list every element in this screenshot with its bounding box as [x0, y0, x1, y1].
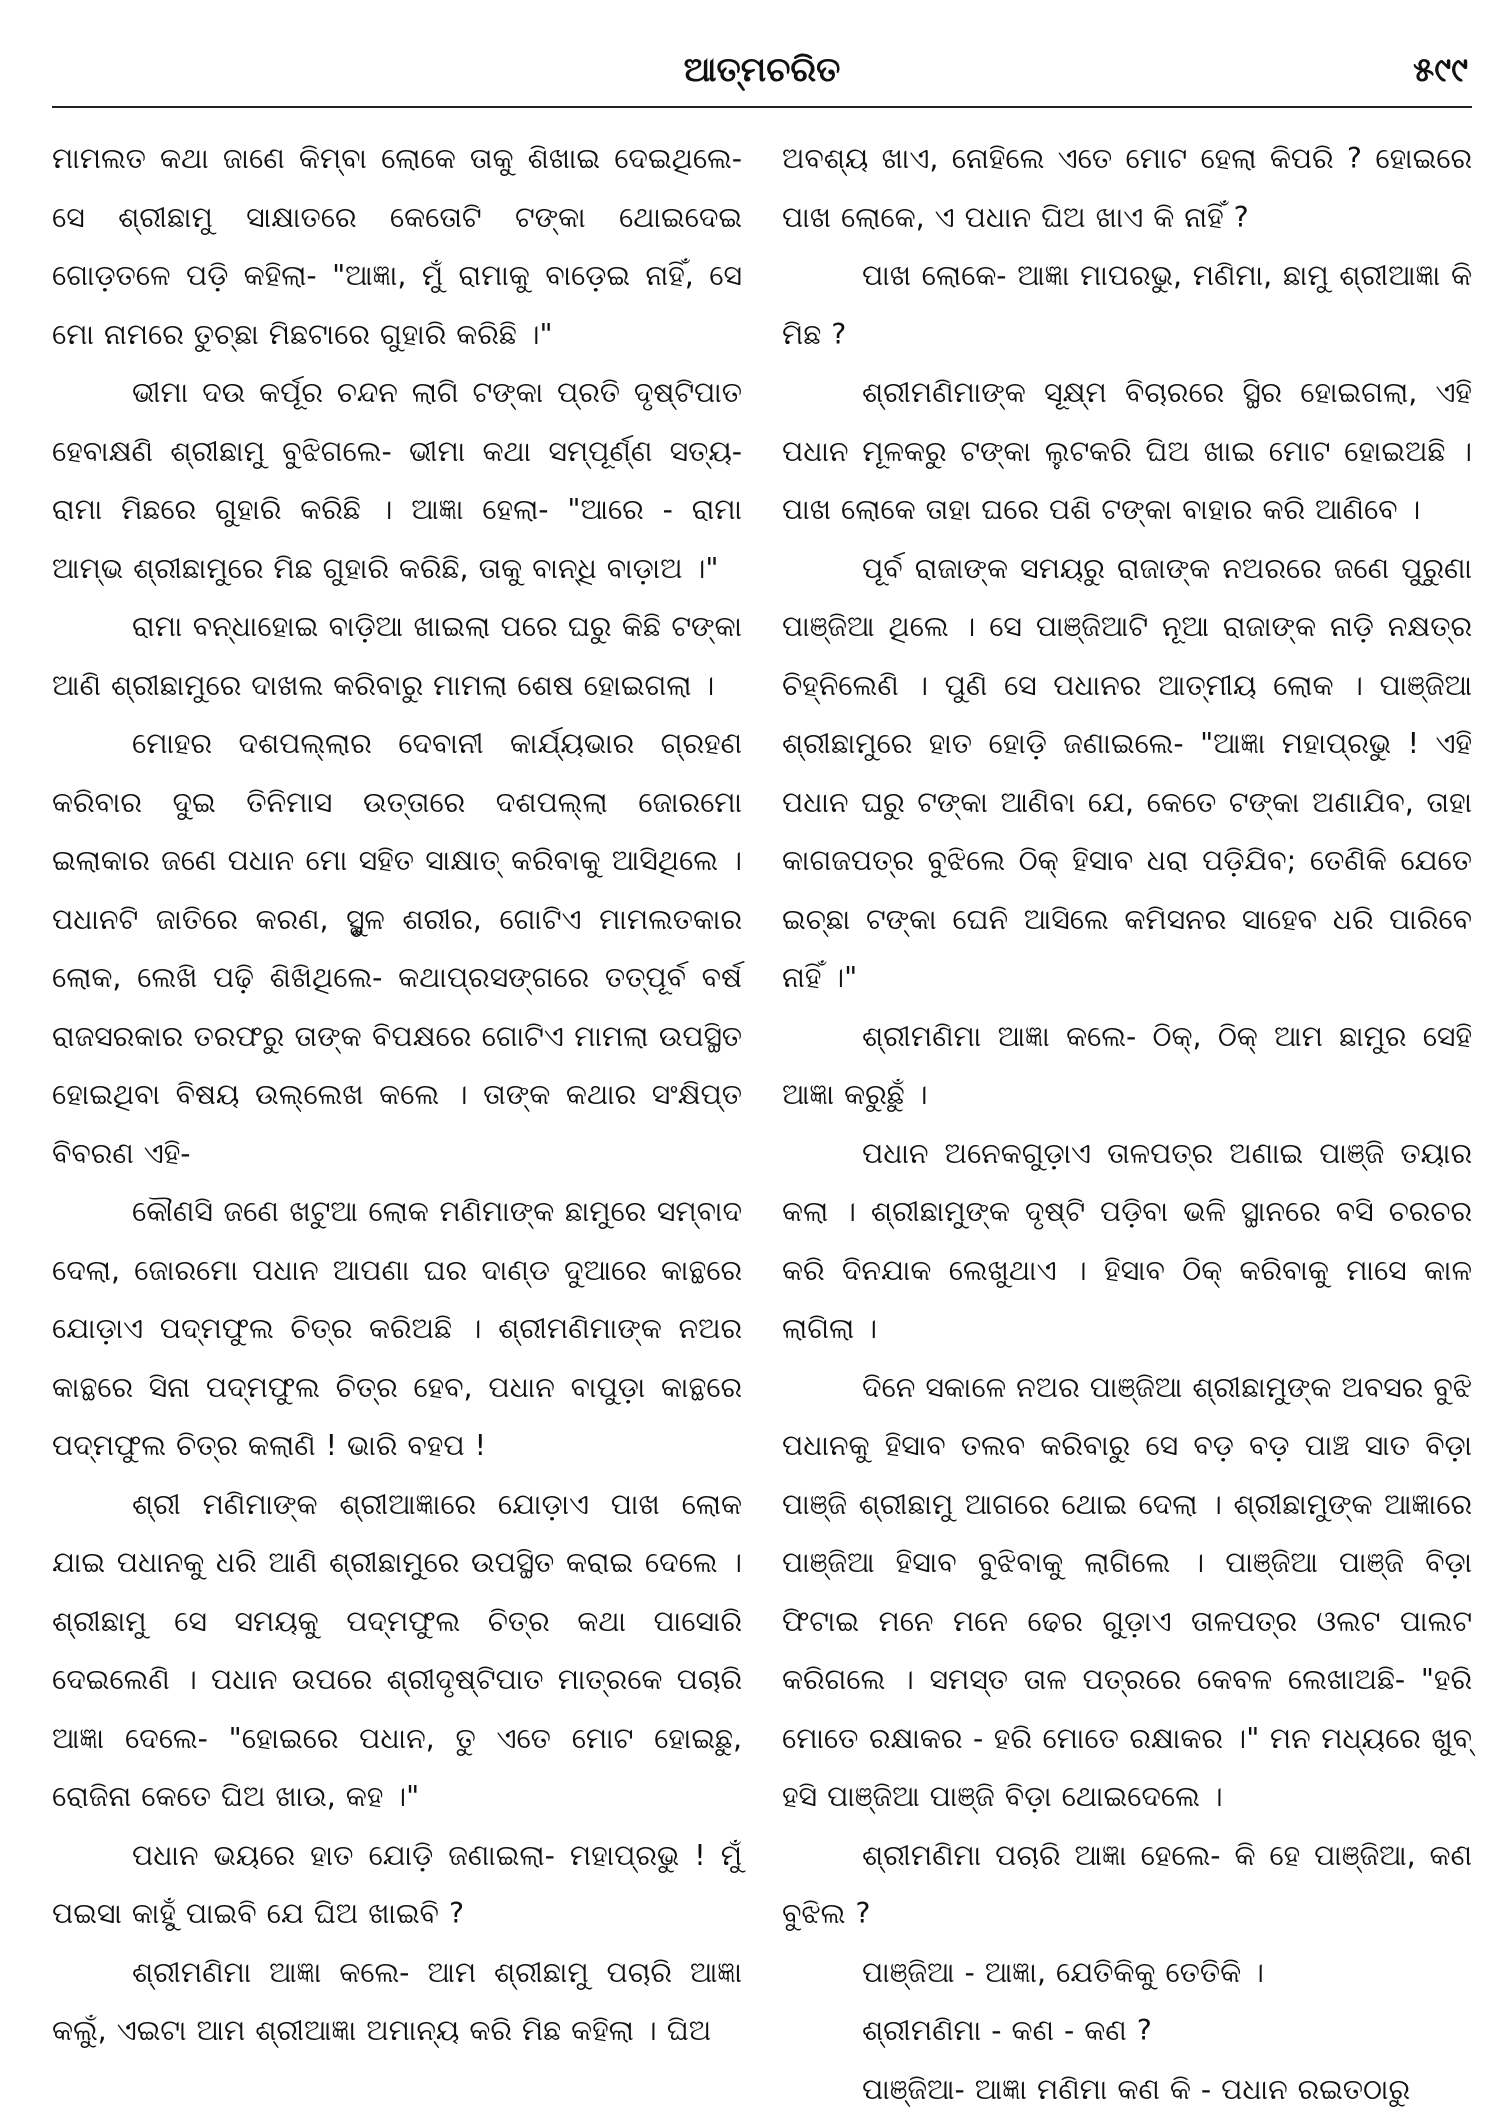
paragraph: ଶ୍ରୀମଣିମା ପଚାରି ଆଜ୍ଞା ହେଲେ- କି ହେ ପାଞ୍ଜିଆ, କଣ ବୁଝିଲ ? — [782, 1827, 1472, 1944]
paragraph: ପାଞ୍ଜିଆ - ଆଜ୍ଞା, ଯେତିକିକୁ ତେତିକି । — [782, 1944, 1472, 2003]
paragraph: ଶ୍ରୀମଣିମାଙ୍କ ସୂକ୍ଷ୍ମ ବିଚାରରେ ସ୍ଥିର ହୋଇଗଲା, ଏହି ପଧାନ ମୂଳକରୁ ଟଙ୍କା ଲୁଟକରି ଘିଅ ଖାଇ ମୋଟ ହୋଇଅଛି । ପାଖ ଲୋକେ ତାହା ଘରେ ପଶି ଟଙ୍କା ବାହାର କରି ଆଣିବେ । — [782, 364, 1472, 540]
paragraph: ଶ୍ରୀମଣିମା ଆଜ୍ଞା କଲେ- ଠିକ୍, ଠିକ୍ ଆମ ଛାମୁର ସେହି ଆଜ୍ଞା କରୁଛୁଁ । — [782, 1008, 1472, 1125]
left-column — [52, 130, 742, 1980]
paragraph: ପାଖ ଲୋକେ- ଆଜ୍ଞା ମାପରଭୁ, ମଣିମା, ଛାମୁ ଶ୍ରୀଆଜ୍ଞା କି ମିଛ ? — [782, 247, 1472, 364]
paragraph: ରାମା ବନ୍ଧାହୋଇ ବାଡ଼ିଆ ଖାଇଲା ପରେ ଘରୁ କିଛି ଟଙ୍କା ଆଣି ଶ୍ରୀଛାମୁରେ ଦାଖଲ କରିବାରୁ ମାମଲା ଶେଷ ହୋଇଗଲା । — [52, 598, 742, 715]
paragraph: ପଧାନ ଅନେକଗୁଡ଼ାଏ ତାଳପତ୍ର ଅଣାଇ ପାଞ୍ଜି ତୟାର କଲା । ଶ୍ରୀଛାମୁଙ୍କ ଦୃଷ୍ଟି ପଡ଼ିବା ଭଳି ସ୍ଥାନରେ ବସି ଚରଚର କରି ଦିନଯାକ ଲେଖୁଥାଏ । ହିସାବ ଠିକ୍ କରିବାକୁ ମାସେ କାଳ ଲାଗିଲା । — [782, 1125, 1472, 1359]
paragraph: ଶ୍ରୀମଣିମା - କଣ - କଣ ? — [782, 2002, 1472, 2061]
header-rule — [52, 106, 1472, 108]
paragraph: ମାମଲତ କଥା ଜାଣେ କିମ୍ବା ଲୋକେ ତାକୁ ଶିଖାଇ ଦେଇଥିଲେ- ସେ ଶ୍ରୀଛାମୁ ସାକ୍ଷାତରେ କେତୋଟି ଟଙ୍କା ଥୋଇଦେଇ ଗୋଡ଼ତଳେ ପଡ଼ି କହିଲା- "ଆଜ୍ଞା, ମୁଁ ରାମାକୁ ବାଡ଼େଇ ନାହିଁ, ସେ ମୋ ନାମରେ ତୁଚ୍ଛା ମିଛଟାରେ ଗୁହାରି କରିଛି ।" — [52, 130, 742, 364]
paragraph: ପଧାନ ଭୟରେ ହାତ ଯୋଡ଼ି ଜଣାଇଲା- ମହାପ୍ରଭୁ ! ମୁଁ ପଇସା କାହୁଁ ପାଇବି ଯେ ଘିଅ ଖାଇବି ? — [52, 1827, 742, 1944]
paragraph: ପାଞ୍ଜିଆ- ଆଜ୍ଞା ମଣିମା କଣ କି - ପଧାନ ରଇତଠାରୁ — [782, 2061, 1472, 2119]
paragraph: ଭୀମା ଦଉ କର୍ପୂର ଚନ୍ଦନ ଲାଗି ଟଙ୍କା ପ୍ରତି ଦୃଷ୍ଟିପାତ ହେବାକ୍ଷଣି ଶ୍ରୀଛାମୁ ବୁଝିଗଲେ- ଭୀମା କଥା ସମ୍ପୂର୍ଣ୍ଣ ସତ୍ୟ- ରାମା ମିଛରେ ଗୁହାରି କରିଛି । ଆଜ୍ଞା ହେଲା- "ଆରେ - ରାମା ଆମ୍ଭ ଶ୍ରୀଛାମୁରେ ମିଛ ଗୁହାରି କରିଛି, ତାକୁ ବାନ୍ଧି ବାଡ଼ାଅ ।" — [52, 364, 742, 598]
paragraph: ଅବଶ୍ୟ ଖାଏ, ନୋହିଲେ ଏତେ ମୋଟ ହେଲା କିପରି ? ହୋଇରେ ପାଖ ଲୋକେ, ଏ ପଧାନ ଘିଅ ଖାଏ କି ନାହିଁ ? — [782, 130, 1472, 247]
paragraph: ଶ୍ରୀମଣିମା ଆଜ୍ଞା କଲେ- ଆମ ଶ୍ରୀଛାମୁ ପଚାରି ଆଜ୍ଞା କଲୁଁ, ଏଇଟା ଆମ ଶ୍ରୀଆଜ୍ଞା ଅମାନ୍ୟ କରି ମିଛ କହିଲା । ଘିଅ — [52, 1944, 742, 2061]
paragraph: କୌଣସି ଜଣେ ଖଟୁଆ ଲୋକ ମଣିମାଙ୍କ ଛାମୁରେ ସମ୍ବାଦ ଦେଲା, ଜୋରମୋ ପଧାନ ଆପଣା ଘର ଦାଣ୍ଡ ଦୁଆରେ କାନ୍ଥରେ ଯୋଡ଼ାଏ ପଦ୍ମଫୁଲ ଚିତ୍ର କରିଅଛି । ଶ୍ରୀମଣିମାଙ୍କ ନଅର କାନ୍ଥରେ ସିନା ପଦ୍ମଫୁଲ ଚିତ୍ର ହେବ, ପଧାନ ବାପୁଡ଼ା କାନ୍ଥରେ ପଦ୍ମଫୁଲ ଚିତ୍ର କଲାଣି ! ଭାରି ବହପ ! — [52, 1183, 742, 1476]
page-header — [52, 40, 1472, 110]
right-column — [782, 130, 1472, 1980]
paragraph: ଶ୍ରୀ ମଣିମାଙ୍କ ଶ୍ରୀଆଜ୍ଞାରେ ଯୋଡ଼ାଏ ପାଖ ଲୋକ ଯାଇ ପଧାନକୁ ଧରି ଆଣି ଶ୍ରୀଛାମୁରେ ଉପସ୍ଥିତ କରାଇ ଦେଲେ । ଶ୍ରୀଛାମୁ ସେ ସମୟକୁ ପଦ୍ମଫୁଲ ଚିତ୍ର କଥା ପାସୋରି ଦେଇଲେଣି । ପଧାନ ଉପରେ ଶ୍ରୀଦୃଷ୍ଟିପାତ ମାତ୍ରକେ ପଚାରି ଆଜ୍ଞା ଦେଲେ- "ହୋଇରେ ପଧାନ, ତୁ ଏତେ ମୋଟ ହୋଇଛୁ, ରୋଜିନା କେତେ ଘିଅ ଖାଉ, କହ ।" — [52, 1476, 742, 1827]
running-head: ଆତ୍ମଚରିତ — [52, 50, 1472, 90]
paragraph: ପୂର୍ବ ରାଜାଙ୍କ ସମୟରୁ ରାଜାଙ୍କ ନଅରରେ ଜଣେ ପୁରୁଣା ପାଞ୍ଜିଆ ଥିଲେ । ସେ ପାଞ୍ଜିଆଟି ନୂଆ ରାଜାଙ୍କ ନାଡ଼ି ନକ୍ଷତ୍ର ଚିହ୍ନିଲେଣି । ପୁଣି ସେ ପଧାନର ଆତ୍ମୀୟ ଲୋକ । ପାଞ୍ଜିଆ ଶ୍ରୀଛାମୁରେ ହାତ ହୋଡ଼ି ଜଣାଇଲେ- "ଆଜ୍ଞା ମହାପ୍ରଭୁ ! ଏହି ପଧାନ ଘରୁ ଟଙ୍କା ଆଣିବା ଯେ, କେତେ ଟଙ୍କା ଅଣାଯିବ, ତାହା କାଗଜପତ୍ର ବୁଝିଲେ ଠିକ୍ ହିସାବ ଧରା ପଡ଼ିଯିବ; ତେଣିକି ଯେତେ ଇଚ୍ଛା ଟଙ୍କା ଘେନି ଆସିଲେ କମିସନର ସାହେବ ଧରି ପାରିବେ ନାହିଁ ।" — [782, 540, 1472, 1008]
paragraph: ମୋହର ଦଶପଲ୍ଲାର ଦେବାନୀ କାର୍ଯ୍ୟଭାର ଗ୍ରହଣ କରିବାର ଦୁଇ ତିନିମାସ ଉତ୍ତାରେ ଦଶପଲ୍ଲା ଜୋରମୋ ଇଲାକାର ଜଣେ ପଧାନ ମୋ ସହିତ ସାକ୍ଷାତ୍ କରିବାକୁ ଆସିଥିଲେ । ପଧାନଟି ଜାତିରେ କରଣ, ସ୍ଥୁଳ ଶରୀର, ଗୋଟିଏ ମାମଲତକାର ଲୋକ, ଲେଖି ପଢ଼ି ଶିଖିଥିଲେ- କଥାପ୍ରସଙ୍ଗରେ ତତ୍ପୂର୍ବ ବର୍ଷ ରାଜସରକାର ତରଫରୁ ତାଙ୍କ ବିପକ୍ଷରେ ଗୋଟିଏ ମାମଲା ଉପସ୍ଥିତ ହୋଇଥିବା ବିଷୟ ଉଲ୍ଲେଖ କଲେ । ତାଙ୍କ କଥାର ସଂକ୍ଷିପ୍ତ ବିବରଣ ଏହି- — [52, 715, 742, 1183]
paragraph: ଦିନେ ସକାଳେ ନଅର ପାଞ୍ଜିଆ ଶ୍ରୀଛାମୁଙ୍କ ଅବସର ବୁଝି ପଧାନକୁ ହିସାବ ତଲବ କରିବାରୁ ସେ ବଡ଼ ବଡ଼ ପାଞ୍ଚ ସାତ ବିଡ଼ା ପାଞ୍ଜି ଶ୍ରୀଛାମୁ ଆଗରେ ଥୋଇ ଦେଲା । ଶ୍ରୀଛାମୁଙ୍କ ଆଜ୍ଞାରେ ପାଞ୍ଜିଆ ହିସାବ ବୁଝିବାକୁ ଲାଗିଲେ । ପାଞ୍ଜିଆ ପାଞ୍ଜି ବିଡ଼ା ଫିଟାଇ ମନେ ମନେ ଢେର ଗୁଡ଼ାଏ ତାଳପତ୍ର ଓଲଟ ପାଲଟ କରିଗଲେ । ସମସ୍ତ ତାଳ ପତ୍ରରେ କେବଳ ଲେଖାଅଛି- "ହରି ମୋତେ ରକ୍ଷାକର - ହରି ମୋତେ ରକ୍ଷାକର ।" ମନ ମଧ୍ୟରେ ଖୁବ୍ ହସି ପାଞ୍ଜିଆ ପାଞ୍ଜି ବିଡ଼ା ଥୋଇଦେଲେ । — [782, 1359, 1472, 1827]
page-number: ୫୯୯ — [1413, 50, 1468, 90]
